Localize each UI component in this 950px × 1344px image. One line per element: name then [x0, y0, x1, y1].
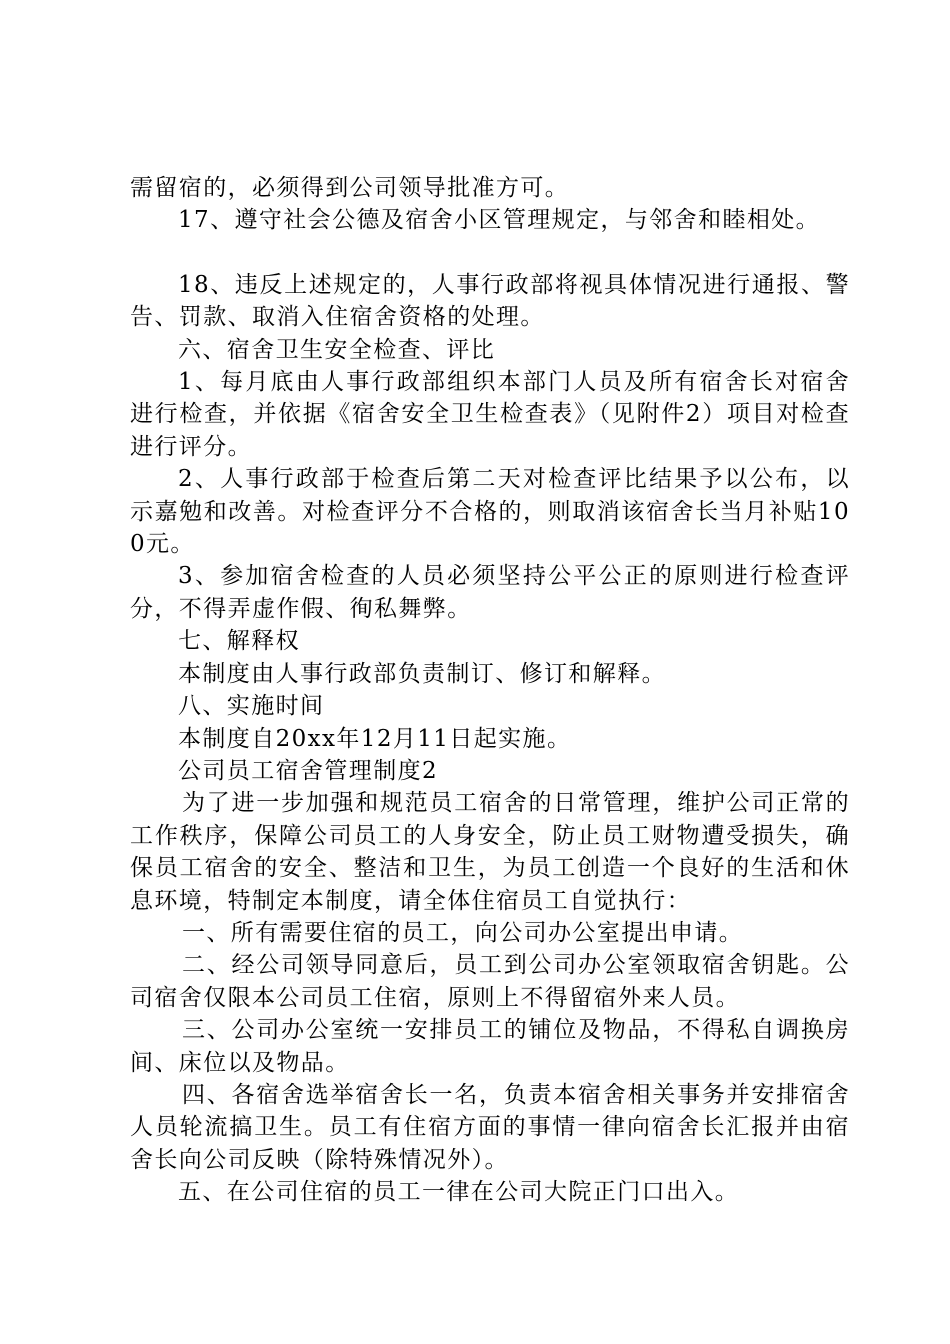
paragraph-item-1: 一、所有需要住宿的员工，向公司办公室提出申请。: [182, 919, 744, 946]
paragraph-item-2: 二、经公司领导同意后，员工到公司办公室领取宿舍钥匙。公司宿舍仅限本公司员工住宿，原则上不得留宿外来人员。: [130, 952, 850, 1011]
paragraph-rule-17: 17、遵守社会公德及宿舍小区管理规定，与邻舍和睦相处。: [178, 207, 821, 234]
section-heading-6: 六、宿舍卫生安全检查、评比: [178, 336, 496, 363]
paragraph-item-5: 五、在公司住宿的员工一律在公司大院正门口出入。: [178, 1179, 740, 1206]
section-heading-8: 八、实施时间: [178, 693, 325, 720]
paragraph-rule-18: 18、违反上述规定的，人事行政部将视具体情况进行通报、警告、罚款、取消入住宿舍资格的处理。: [130, 271, 850, 331]
paragraph-effective-date: 本制度自20xx年12月11日起实施。: [178, 725, 572, 752]
paragraph-intro: 为了进一步加强和规范员工宿舍的日常管理，维护公司正常的工作秩序，保障公司员工的人身安全，防止员工财物遭受损失，确保员工宿舍的安全、整洁和卫生，为员工创造一个良好的生活和休息环境，特制定本制度，请全体住宿员工自觉执行：: [130, 790, 850, 914]
paragraph-interpretation: 本制度由人事行政部负责制订、修订和解释。: [178, 660, 666, 687]
paragraph-inspection-2: 2、人事行政部于检查后第二天对检查评比结果予以公布，以示嘉勉和改善。对检查评分不合格的，则取消该宿舍长当月补贴100元。: [130, 466, 850, 558]
document-title-2: 公司员工宿舍管理制度2: [178, 757, 439, 784]
paragraph-inspection-3: 3、参加宿舍检查的人员必须坚持公平公正的原则进行检查评分，不得弄虚作假、徇私舞弊。: [130, 563, 850, 622]
paragraph-inspection-1: 1、每月底由人事行政部组织本部门人员及所有宿舍长对宿舍进行检查，并依据《宿舍安全卫生检查表》（见附件2）项目对检查进行评分。: [130, 369, 850, 460]
section-heading-7: 七、解释权: [178, 628, 300, 655]
document-body: [130, 172, 850, 1209]
paragraph-continuation: 需留宿的，必须得到公司领导批准方可。: [130, 175, 570, 201]
paragraph-item-4: 四、各宿舍选举宿舍长一名，负责本宿舍相关事务并安排宿舍人员轮流搞卫生。员工有住宿方面的事情一律向宿舍长汇报并由宿舍长向公司反映（除特殊情况外）。: [130, 1081, 850, 1173]
paragraph-item-3: 三、公司办公室统一安排员工的铺位及物品，不得私自调换房间、床位以及物品。: [130, 1017, 850, 1076]
